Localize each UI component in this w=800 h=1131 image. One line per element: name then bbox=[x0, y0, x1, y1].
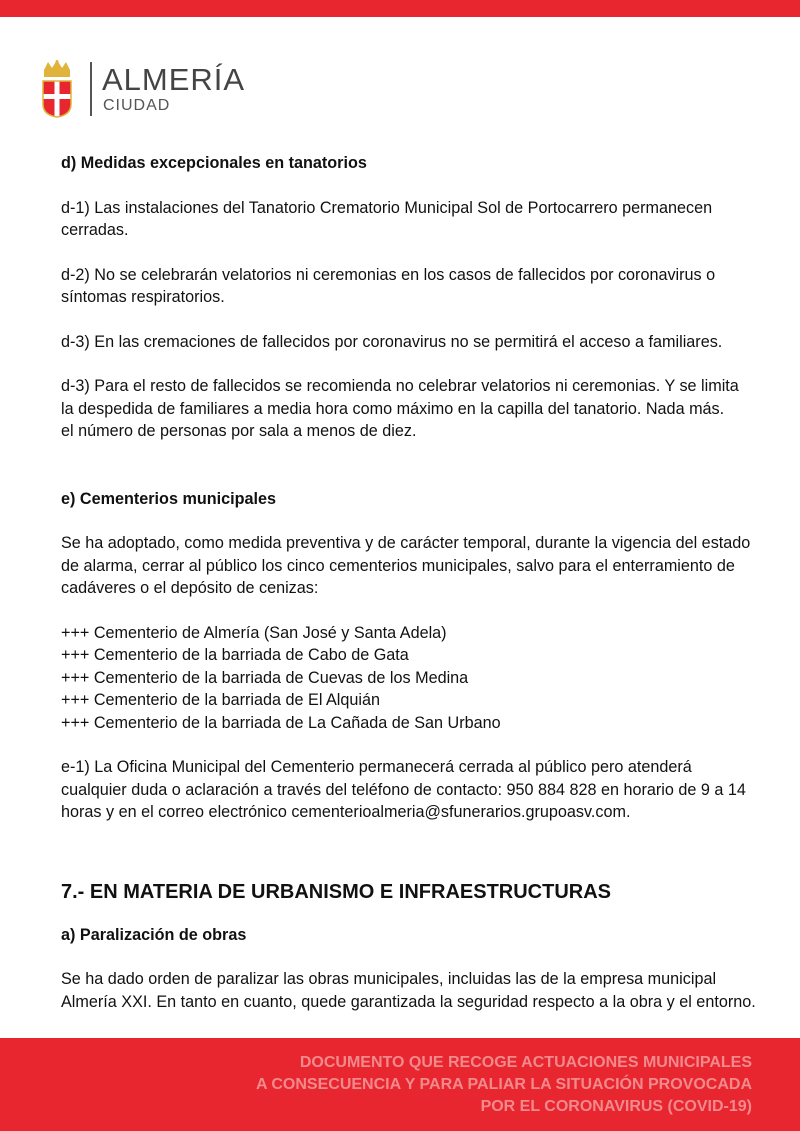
list-item: +++ Cementerio de la barriada de Cabo de Gata bbox=[61, 646, 409, 664]
list-item: +++ Cementerio de Almería (San José y Santa Adela) bbox=[61, 623, 447, 642]
section-e-title: e) Cementerios municipales bbox=[61, 489, 277, 508]
paragraph-d3b-line: la despedida de familiares a media hora como máximo en la capilla del tanatorio. Nada más. bbox=[61, 399, 725, 418]
logo-subtitle: CIUDAD bbox=[103, 97, 171, 114]
document-body bbox=[61, 152, 761, 1013]
footer-line: POR EL CORONAVIRUS (COVID-19) bbox=[480, 1098, 752, 1115]
paragraph-d3b-line: d-3) Para el resto de fallecidos se recomienda no celebrar velatorios ni ceremonias. Y se limita bbox=[61, 377, 739, 395]
paragraph-d3b-line: el número de personas por sala a menos de diez. bbox=[61, 422, 417, 440]
paragraph-e1: e-1) La Oficina Municipal del Cementerio permanecerá cerrada al público pero atenderá cualquier duda o aclaración a través del teléfono de contacto: 950 884 828 en horario de 9 a 14 horas y en el correo electrónico cementerioalmeria@sfunerarios.grupoasv.com. bbox=[61, 758, 746, 821]
list-item: +++ Cementerio de la barriada de La Cañada de San Urbano bbox=[61, 713, 501, 732]
section-7-title: 7.- EN MATERIA DE URBANISMO E INFRAESTRUCTURAS bbox=[61, 880, 612, 903]
paragraph-d3a: d-3) En las cremaciones de fallecidos por coronavirus no se permitirá el acceso a familiares. bbox=[61, 332, 723, 351]
paragraph-d2: d-2) No se celebrarán velatorios ni ceremonias en los casos de fallecidos por coronavirus o síntomas respiratorios. bbox=[61, 265, 716, 306]
list-item: +++ Cementerio de la barriada de Cuevas de los Medina bbox=[61, 668, 469, 687]
paragraph-e-intro: Se ha adoptado, como medida preventiva y de carácter temporal, durante la vigencia del estado de alarma, cerrar al público los cinco cementerios municipales, salvo para el enterramiento de cadáveres o el depósito de cenizas: bbox=[61, 534, 751, 597]
paragraph-a: Se ha dado orden de paralizar las obras municipales, incluidas las de la empresa municipal Almería XXI. En tanto en cuanto, quede garantizada la seguridad respecto a la obra y el entorno. bbox=[61, 970, 756, 1011]
footer-band bbox=[0, 1038, 800, 1131]
section-d-title: d) Medidas excepcionales en tanatorios bbox=[61, 154, 367, 172]
logo-divider bbox=[90, 62, 92, 116]
logo-name: ALMERÍA bbox=[102, 62, 246, 97]
footer-line: A CONSECUENCIA Y PARA PALIAR LA SITUACIÓN PROVOCADA bbox=[255, 1076, 752, 1093]
paragraph-d1: d-1) Las instalaciones del Tanatorio Crematorio Municipal Sol de Portocarrero permanecen cerradas. bbox=[61, 198, 713, 239]
list-item: +++ Cementerio de la barriada de El Alquián bbox=[61, 691, 381, 709]
top-bar bbox=[0, 0, 800, 17]
section-a-title: a) Paralización de obras bbox=[61, 925, 247, 944]
almeria-crest-icon bbox=[40, 60, 74, 118]
footer-line: DOCUMENTO QUE RECOGE ACTUACIONES MUNICIPALES bbox=[299, 1054, 752, 1071]
footer-text bbox=[256, 1052, 752, 1118]
cemetery-list bbox=[61, 622, 761, 735]
paragraph-d3b bbox=[61, 375, 761, 443]
